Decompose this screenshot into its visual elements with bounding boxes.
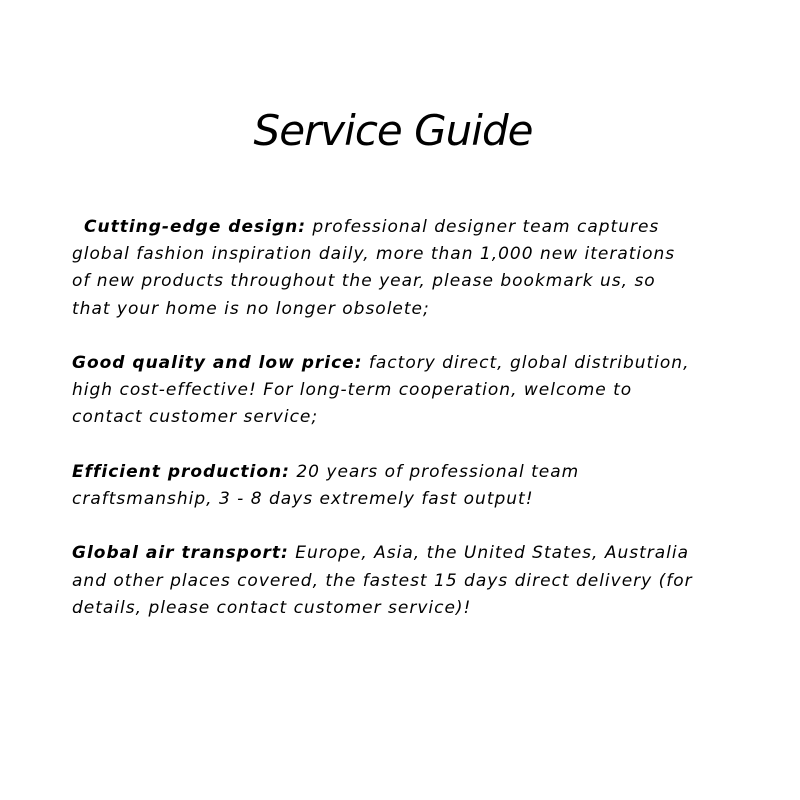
page-title: Service Guide <box>253 106 533 155</box>
service-description: Europe, Asia, the United States, Australia and other places covered, the fastest 15 days direct delivery (for details, please contact customer service)! <box>72 543 693 618</box>
service-item-transport <box>72 540 712 622</box>
service-description: factory direct, global distribution, high cost-effective! For long-term cooperation, welcome to contact customer service; <box>72 353 690 428</box>
service-description: professional designer team captures global fashion inspiration daily, more than 1,000 new iterations of new products throughout the year, please bookmark us, so that your home is no longer obsolete; <box>72 217 676 319</box>
service-heading: Global air transport: <box>72 543 289 564</box>
service-heading: Efficient production: <box>72 461 290 482</box>
service-heading: Cutting-edge design: <box>84 217 307 237</box>
service-list <box>72 214 712 649</box>
service-heading: Good quality and low price: <box>72 353 363 373</box>
service-item-design <box>72 214 712 323</box>
service-item-production <box>72 459 712 513</box>
service-description: 20 years of professional team craftsmanship, 3 - 8 days extremely fast output! <box>72 461 580 509</box>
service-item-quality <box>72 350 712 432</box>
